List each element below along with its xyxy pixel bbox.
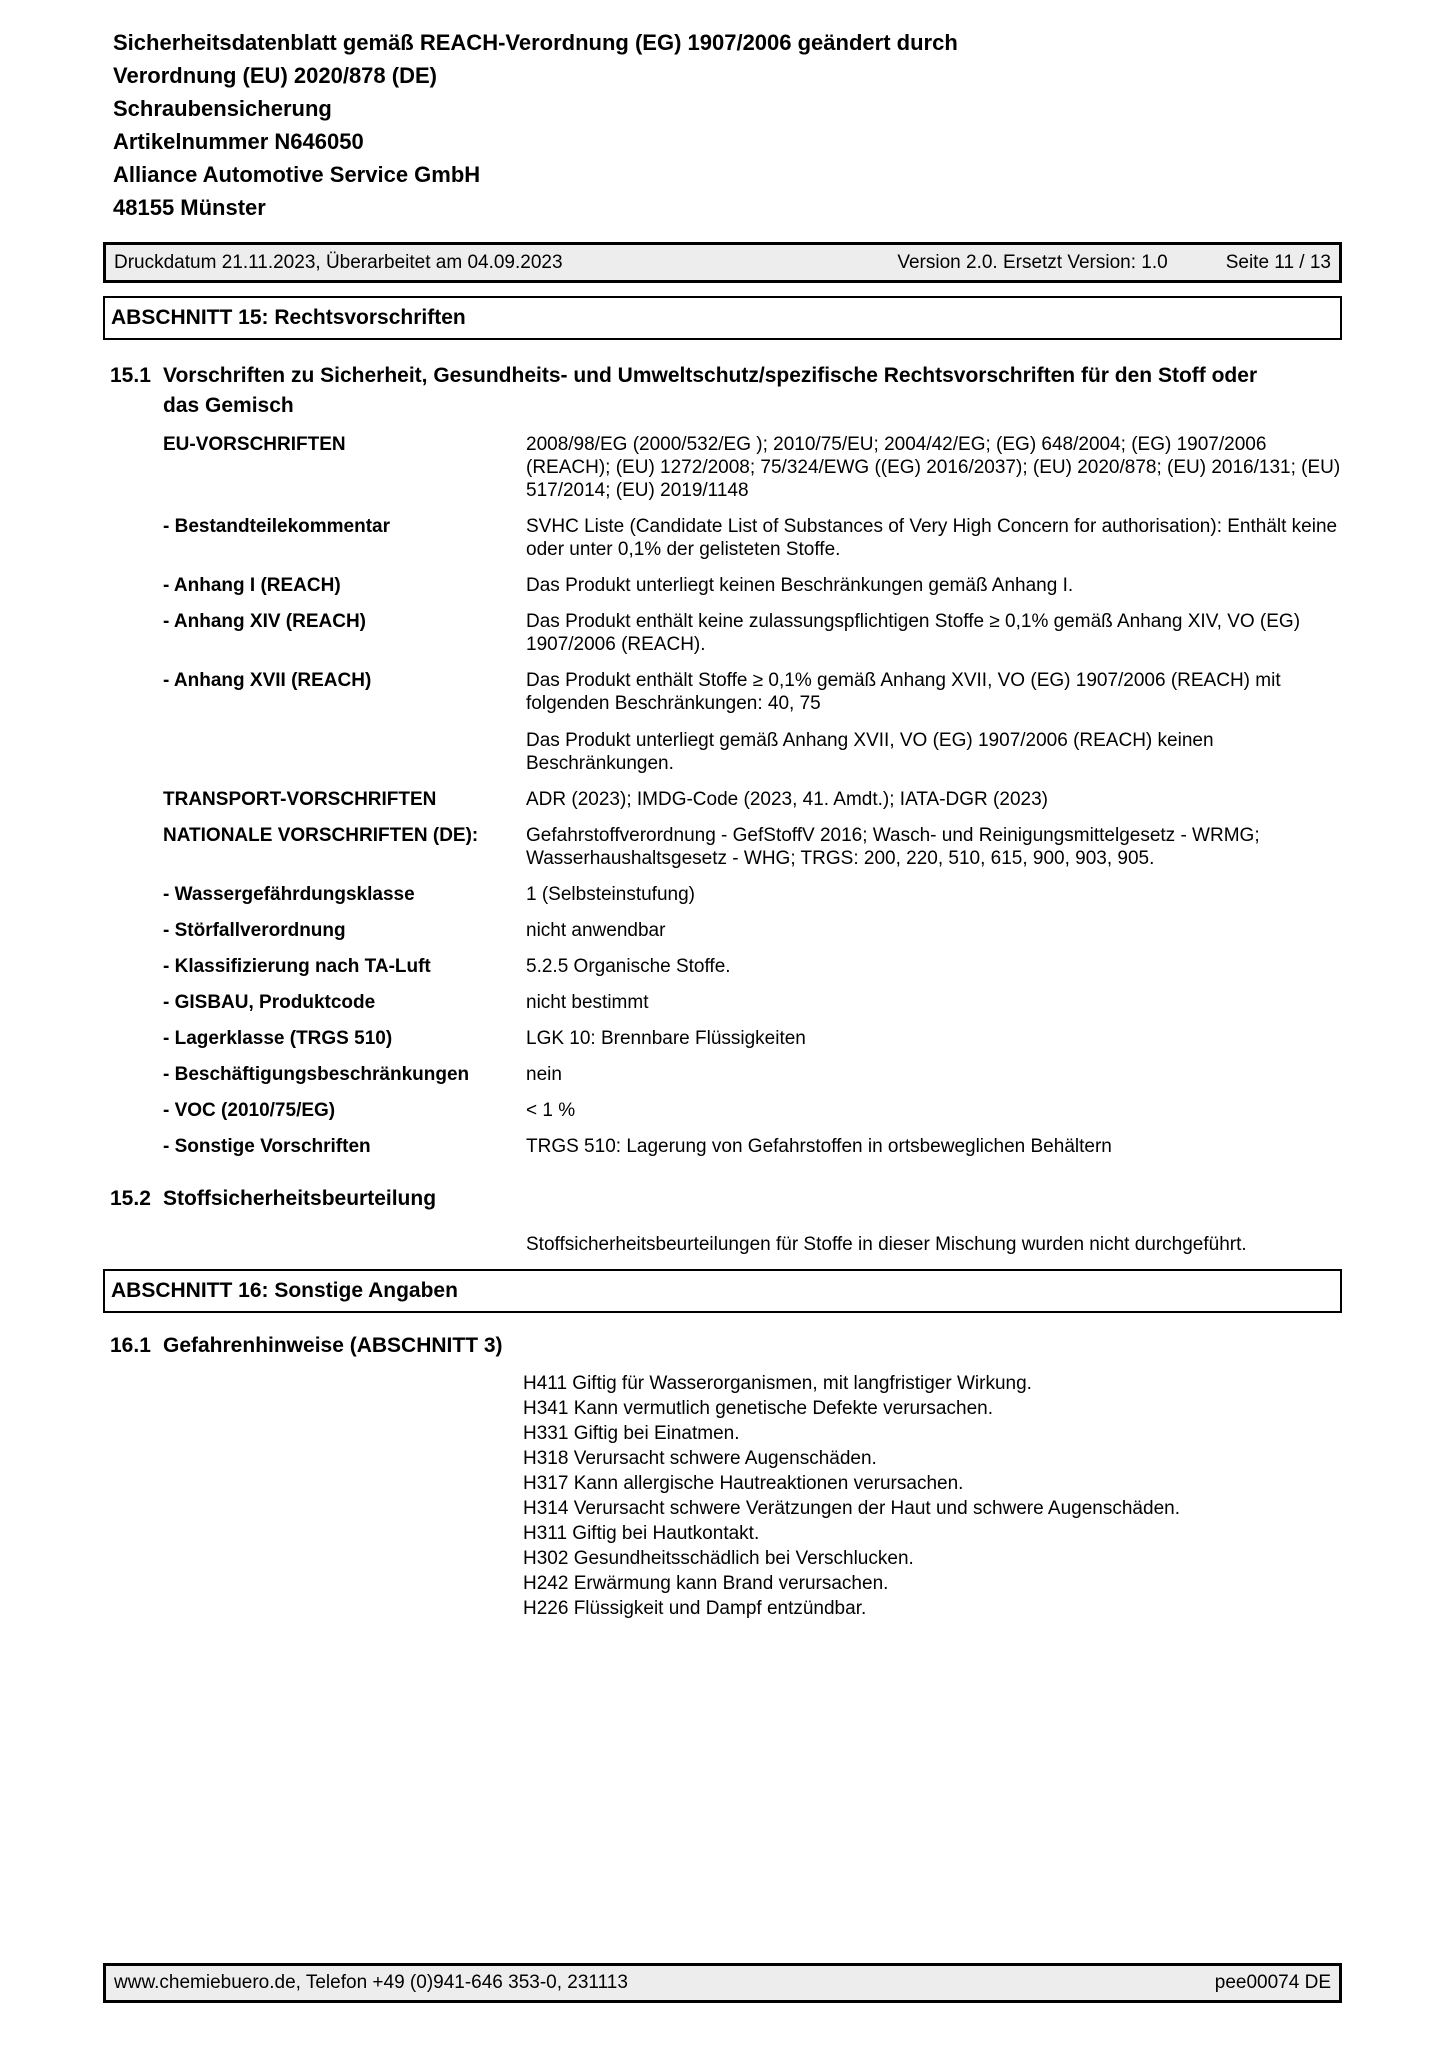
print-date: Druckdatum 21.11.2023, Überarbeitet am 04.09.2023 [114, 251, 563, 273]
row-label: - Anhang XVII (REACH) [163, 670, 372, 691]
subsection-title-line-2: das Gemisch [163, 394, 294, 417]
regulation-row-anhang-17 [163, 669, 1342, 775]
subsection-title: Stoffsicherheitsbeurteilung [163, 1187, 437, 1210]
row-label: - Anhang XIV (REACH) [163, 611, 367, 632]
row-value-paragraph: LGK 10: Brennbare Flüssigkeiten [526, 1028, 806, 1049]
hazard-statement: H318 Verursacht schwere Augenschäden. [523, 1448, 877, 1469]
row-value [526, 1135, 1346, 1158]
hazard-statements [103, 1371, 1342, 1621]
article-number: Artikelnummer N646050 [113, 129, 364, 154]
regulation-row-lagerklasse [163, 1027, 1342, 1050]
row-label: EU-VORSCHRIFTEN [163, 434, 346, 455]
subsection-number: 15.2 [110, 1187, 151, 1210]
section-15-title: ABSCHNITT 15: Rechtsvorschriften [111, 306, 466, 329]
regulation-row-beschaeftigung [163, 1063, 1342, 1086]
subsection-15-1-heading [103, 361, 1342, 421]
row-label: - Sonstige Vorschriften [163, 1136, 371, 1157]
section-15-header [103, 296, 1342, 340]
regulation-row-voc [163, 1099, 1342, 1122]
row-value-paragraph: 2008/98/EG (2000/532/EG ); 2010/75/EU; 2004/42/EG; (EG) 648/2004; (EG) 1907/2006 (REACH); (EU) 1272/2008; 75/324/EWG ((EG) 2016/2037); (EU) 2020/878; (EU) 2016/131; (EU) 517/2014; (EU) 2019/1148 [526, 434, 1341, 501]
meta-bar [103, 242, 1342, 283]
row-value-paragraph: Das Produkt enthält keine zulassungspflichtigen Stoffe ≥ 0,1% gemäß Anhang XIV, VO (EG) 1907/2006 (REACH). [526, 611, 1301, 655]
hazard-statement: H317 Kann allergische Hautreaktionen verursachen. [523, 1473, 964, 1494]
subsection-title: Gefahrenhinweise (ABSCHNITT 3) [163, 1334, 503, 1357]
row-value-paragraph: < 1 % [526, 1100, 576, 1121]
footer-document-code: pee00074 DE [1214, 1972, 1331, 1993]
row-label: - GISBAU, Produktcode [163, 992, 376, 1013]
row-value-paragraph: SVHC Liste (Candidate List of Substances of Very High Concern for authorisation): Enthält keine oder unter 0,1% der gelisteten Stoffe. [526, 516, 1338, 560]
row-value [526, 1027, 1346, 1050]
row-value-paragraph: nein [526, 1064, 562, 1085]
row-value [526, 433, 1346, 502]
row-value [526, 788, 1346, 811]
row-label: - Störfallverordnung [163, 920, 346, 941]
row-value-paragraph: Das Produkt unterliegt gemäß Anhang XVII, VO (EG) 1907/2006 (REACH) keinen Beschränkungen. [526, 730, 1214, 774]
row-value [526, 955, 1346, 978]
regulation-row-bestandteile [163, 515, 1342, 561]
row-value [526, 669, 1346, 775]
row-value [526, 574, 1346, 597]
regulation-rows [103, 433, 1342, 1158]
hazard-statement: H226 Flüssigkeit und Dampf entzündbar. [523, 1598, 867, 1619]
regulation-row-eu [163, 433, 1342, 502]
page-number: Seite 11 / 13 [1225, 251, 1331, 273]
row-label: - Wassergefährdungsklasse [163, 884, 415, 905]
row-value [526, 991, 1346, 1014]
regulation-row-stoerfall [163, 919, 1342, 942]
row-value [526, 1099, 1346, 1122]
footer-bar [103, 1963, 1342, 2003]
assessment-note: Stoffsicherheitsbeurteilungen für Stoffe in dieser Mischung wurden nicht durchgeführt. [526, 1234, 1247, 1255]
row-value-paragraph: 5.2.5 Organische Stoffe. [526, 956, 731, 977]
subsection-title-line-1: Vorschriften zu Sicherheit, Gesundheits- und Umweltschutz/spezifische Rechtsvorschriften für den Stoff oder [163, 364, 1258, 387]
regulation-row-anhang-14 [163, 610, 1342, 656]
regulation-row-sonstige [163, 1135, 1342, 1158]
subsection-number: 15.1 [110, 364, 151, 387]
hazard-statement: H331 Giftig bei Einatmen. [523, 1423, 740, 1444]
regulation-row-national [163, 824, 1342, 870]
company-name: Alliance Automotive Service GmbH [113, 162, 481, 187]
version-info: Version 2.0. Ersetzt Version: 1.0 [897, 251, 1168, 273]
row-value [526, 824, 1346, 870]
company-city: 48155 Münster [113, 195, 266, 220]
row-label: - Klassifizierung nach TA-Luft [163, 956, 431, 977]
regulation-row-ta-luft [163, 955, 1342, 978]
subsection-number: 16.1 [110, 1334, 151, 1357]
row-value-paragraph: 1 (Selbsteinstufung) [526, 884, 695, 905]
row-label: TRANSPORT-VORSCHRIFTEN [163, 789, 437, 810]
document-title-line-1: Sicherheitsdatenblatt gemäß REACH-Verordnung (EG) 1907/2006 geändert durch [113, 30, 958, 55]
row-label: - Lagerklasse (TRGS 510) [163, 1028, 393, 1049]
footer-contact: www.chemiebuero.de, Telefon +49 (0)941-646 353-0, 231113 [114, 1972, 628, 1993]
hazard-statement: H411 Giftig für Wasserorganismen, mit langfristiger Wirkung. [523, 1373, 1032, 1394]
subsection-title [163, 361, 1342, 421]
row-label: NATIONALE VORSCHRIFTEN (DE): [163, 825, 479, 846]
section-16-header [103, 1269, 1342, 1313]
subsection-15-2-heading [103, 1184, 1342, 1214]
hazard-statement: H341 Kann vermutlich genetische Defekte verursachen. [523, 1398, 993, 1419]
row-value [526, 1063, 1346, 1086]
product-name: Schraubensicherung [113, 96, 332, 121]
subsection-16-1-heading [103, 1331, 1342, 1361]
row-value-paragraph: ADR (2023); IMDG-Code (2023, 41. Amdt.); IATA-DGR (2023) [526, 789, 1048, 810]
row-value-paragraph: nicht bestimmt [526, 992, 649, 1013]
row-label: - Beschäftigungsbeschränkungen [163, 1064, 470, 1085]
row-value-paragraph: Das Produkt unterliegt keinen Beschränkungen gemäß Anhang I. [526, 575, 1074, 596]
page-content [103, 0, 1342, 1621]
regulation-row-wassergefaehrdung [163, 883, 1342, 906]
hazard-statement: H311 Giftig bei Hautkontakt. [523, 1523, 760, 1544]
row-value [526, 515, 1346, 561]
hazard-statement: H314 Verursacht schwere Verätzungen der Haut und schwere Augenschäden. [523, 1498, 1180, 1519]
regulation-row-anhang-1 [163, 574, 1342, 597]
document-header [113, 0, 1342, 224]
row-value-paragraph: Gefahrstoffverordnung - GefStoffV 2016; Wasch- und Reinigungsmittelgesetz - WRMG; Wasserhaushaltsgesetz - WHG; TRGS: 200, 220, 510, 615, 900, 903, 905. [526, 825, 1260, 869]
row-value-paragraph: Das Produkt enthält Stoffe ≥ 0,1% gemäß Anhang XVII, VO (EG) 1907/2006 (REACH) mit folgenden Beschränkungen: 40, 75 [526, 670, 1281, 714]
row-value [526, 883, 1346, 906]
row-value-paragraph: TRGS 510: Lagerung von Gefahrstoffen in ortsbeweglichen Behältern [526, 1136, 1112, 1157]
row-label: - Bestandteilekommentar [163, 516, 391, 537]
row-value-paragraph: nicht anwendbar [526, 920, 666, 941]
document-title-line-2: Verordnung (EU) 2020/878 (DE) [113, 63, 437, 88]
regulation-row-gisbau [163, 991, 1342, 1014]
row-label: - Anhang I (REACH) [163, 575, 341, 596]
hazard-statement: H242 Erwärmung kann Brand verursachen. [523, 1573, 889, 1594]
section-16-title: ABSCHNITT 16: Sonstige Angaben [111, 1279, 458, 1302]
hazard-statement: H302 Gesundheitsschädlich bei Verschlucken. [523, 1548, 914, 1569]
row-value [526, 919, 1346, 942]
row-value [526, 610, 1346, 656]
regulation-row-transport [163, 788, 1342, 811]
row-label: - VOC (2010/75/EG) [163, 1100, 336, 1121]
